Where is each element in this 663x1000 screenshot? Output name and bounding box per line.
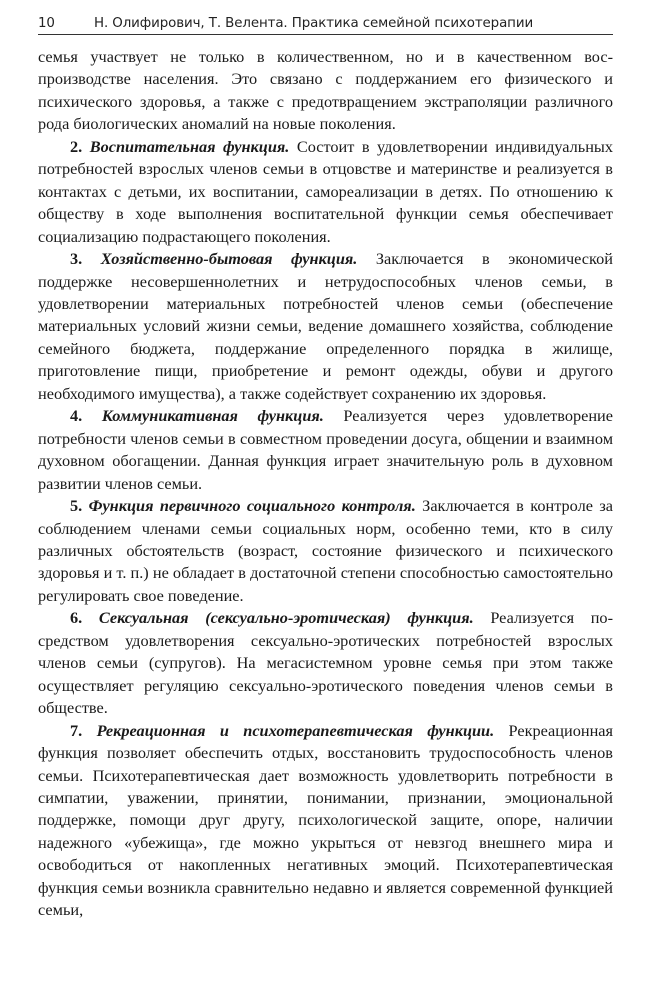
function-number: 2. [70,136,83,156]
function-body: Заключается в экономической поддержке несовершеннолетних и нетрудоспособных членов семьи, в удовлетворении материальных потребностей членов семьи (обеспечение материальных условий жизни семьи, ведение домашнего хозяйства, соблюдение семейного бюджета, поддержание определенного порядка в жилище, приготовление пищи, приобретение и ремонт одежды, обуви и другого необходимого имущества), а также содействует сохранению их здоровья. [38,249,613,403]
running-header [38,16,613,35]
function-number: 5. [70,496,83,516]
function-number: 7. [70,720,83,740]
book-page [38,16,613,922]
intro-paragraph: семья участвует не только в количественном, но и в качественном воспроизводстве населения. Это связано с поддержанием его физического и психического здоровья, а также с предотвращением экстраполяции различного рода биологических аномалий на новые поколения. [38,47,613,134]
paragraph-function-2 [38,136,613,248]
function-body: Реализуется посредством удовлетворения сексуально-эротических потребностей взрослых членов семьи (супругов). На мегасистемном уровне семья при этом также осуществляет регуляцию сексуально-эротического поведения членов семьи в обществе. [38,608,613,718]
function-body: Состоит в удовлетворении индивидуальных потребностей взрослых членов семьи в отцовстве и материнстве и реализуется в контактах с детьми, их воспитании, самореализации в детях. По отношению к обществу в ходе выполнения воспитательной функции семья обеспечивает социализацию подрастающего поколения. [38,136,613,246]
function-title: Хозяйственно-бытовая функция. [100,249,358,269]
function-body: Заключается в контроле за соблюдением членами семьи социальных норм, особенно теми, кто в силу различных обстоятельств (возраст, состояние физического и психического здоровья и т. п.) не обладает в достаточной степени способностью самостоятельно регулировать свое поведение. [38,496,613,605]
page-number: 10 [38,16,55,31]
function-number: 3. [70,249,83,269]
function-number: 4. [70,406,83,426]
function-body: Реализуется через удовлетворение потребности членов семьи в совместном проведении досуга, общении и взаимном духовном обогащении. Данная функция играет значительную роль в духовном развитии членов семьи. [38,406,613,493]
function-title: Воспитательная функция. [89,136,290,156]
function-number: 6. [70,608,83,628]
body-text [38,46,613,922]
paragraph-function-3 [38,248,613,405]
function-title: Сексуальная (сексуально-эротическая) функция. [98,608,474,628]
function-title: Рекреационная и психотерапевтическая функции. [96,720,495,740]
paragraph-function-6 [38,607,613,719]
running-title: Н. Олифирович, Т. Велента. Практика семейной психотерапии [94,16,534,31]
function-title: Коммуникативная функция. [101,406,324,426]
function-body: Рекреационная функция позволяет обеспечить отдых, восстановить трудоспособность членов семьи. Психотерапевтическая дает возможность удовлетворить потребности в симпатии, уважении, принятии, понимании, признании, эмоциональной поддержке, помощи друг другу, психологической защите, опоре, наличии надежного «убежища», где можно укрыться от невзгод внешнего мира и освободиться от накопленных негативных эмоций. Психотерапевтическая функция семьи возникла сравнительно недавно и является современной функцией семьи, [38,720,613,920]
paragraph-function-4 [38,405,613,495]
paragraph-function-5 [38,495,613,607]
function-title: Функция первичного социального контроля. [88,496,416,516]
paragraph-function-7 [38,720,613,922]
